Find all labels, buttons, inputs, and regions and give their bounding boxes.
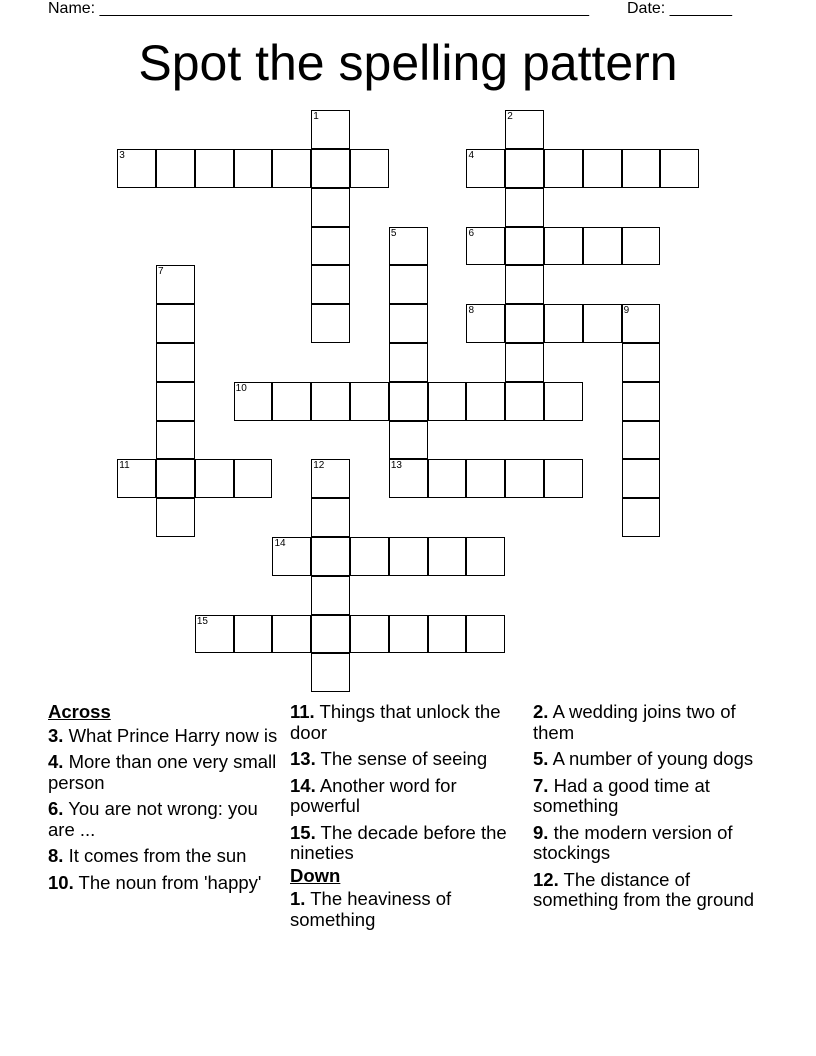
- grid-cell[interactable]: [544, 227, 583, 266]
- grid-cell[interactable]: [466, 149, 505, 188]
- grid-cell[interactable]: [583, 227, 622, 266]
- grid-cell[interactable]: [195, 615, 234, 654]
- clue-text: It comes from the sun: [68, 845, 247, 866]
- cell-number: 2: [507, 111, 513, 123]
- grid-cell[interactable]: [622, 421, 661, 460]
- clue-number: 14.: [290, 774, 316, 796]
- grid-cell[interactable]: [622, 304, 661, 343]
- grid-cell[interactable]: [195, 149, 234, 188]
- clue-text: The decade before the nineties: [290, 821, 507, 863]
- grid-cell[interactable]: [389, 382, 428, 421]
- clue-number: 4.: [48, 751, 64, 772]
- grid-cell[interactable]: [272, 537, 311, 576]
- grid-cell[interactable]: [311, 459, 350, 498]
- grid-cell[interactable]: [311, 498, 350, 537]
- grid-cell[interactable]: [156, 304, 195, 343]
- clue-across-3: [48, 726, 283, 747]
- grid-cell[interactable]: [311, 537, 350, 576]
- grid-cell[interactable]: [156, 382, 195, 421]
- grid-cell[interactable]: [389, 265, 428, 304]
- grid-cell[interactable]: [311, 110, 350, 149]
- clue-number: 2.: [533, 701, 549, 722]
- grid-cell[interactable]: [505, 227, 544, 266]
- cell-number: 8: [468, 305, 474, 317]
- clue-number: 5.: [533, 748, 549, 769]
- grid-cell[interactable]: [660, 149, 699, 188]
- grid-cell[interactable]: [505, 459, 544, 498]
- cell-number: 6: [468, 227, 474, 239]
- grid-cell[interactable]: [195, 459, 234, 498]
- grid-cell[interactable]: [350, 615, 389, 654]
- grid-cell[interactable]: [583, 149, 622, 188]
- cell-number: 12: [313, 460, 325, 472]
- grid-cell[interactable]: [156, 265, 195, 304]
- clue-number: 12.: [533, 868, 559, 890]
- grid-cell[interactable]: [156, 149, 195, 188]
- cell-number: 11: [119, 460, 130, 472]
- clue-text: What Prince Harry now is: [68, 724, 278, 746]
- clue-text: the modern version of stockings: [533, 821, 733, 863]
- clue-number: 3.: [48, 724, 64, 746]
- cell-number: 4: [468, 150, 474, 162]
- clue-number: 11.: [290, 701, 315, 722]
- clue-text: More than one very small person: [48, 751, 277, 793]
- grid-cell[interactable]: [156, 421, 195, 460]
- grid-cell[interactable]: [544, 459, 583, 498]
- down-heading: Down: [290, 864, 341, 886]
- clue-across-6: [48, 799, 283, 840]
- grid-cell[interactable]: [272, 615, 311, 654]
- cell-number: 5: [390, 227, 397, 239]
- grid-cell[interactable]: [156, 459, 195, 498]
- grid-cell[interactable]: [311, 227, 350, 266]
- cell-number: 9: [623, 305, 630, 317]
- grid-cell[interactable]: [622, 459, 661, 498]
- grid-cell[interactable]: [389, 615, 428, 654]
- clue-across-10: [48, 873, 283, 894]
- clue-down-9: [533, 823, 768, 864]
- grid-cell[interactable]: [466, 227, 505, 266]
- clue-number: 10.: [48, 871, 74, 893]
- across-heading: Across: [48, 701, 111, 722]
- grid-cell[interactable]: [583, 304, 622, 343]
- date-field-line: Date: _______: [627, 0, 732, 17]
- clue-text: Things that unlock the door: [290, 701, 501, 743]
- grid-cell[interactable]: [622, 227, 661, 266]
- grid-cell[interactable]: [156, 498, 195, 537]
- clue-number: 15.: [290, 821, 316, 843]
- clues-column-2: [290, 702, 525, 936]
- clue-across-4: [48, 752, 283, 793]
- clues-column-3: [533, 702, 768, 917]
- grid-cell[interactable]: [389, 537, 428, 576]
- grid-cell[interactable]: [311, 615, 350, 654]
- grid-cell[interactable]: [311, 304, 350, 343]
- grid-cell[interactable]: [311, 382, 350, 421]
- grid-cell[interactable]: [117, 459, 156, 498]
- grid-cell[interactable]: [234, 382, 273, 421]
- clue-down-5: [533, 749, 768, 770]
- grid-cell[interactable]: [622, 382, 661, 421]
- grid-cell[interactable]: [428, 615, 467, 654]
- grid-cell[interactable]: [311, 653, 350, 692]
- clue-across-8: [48, 846, 283, 867]
- grid-cell[interactable]: [234, 615, 273, 654]
- grid-cell[interactable]: [350, 537, 389, 576]
- grid-cell[interactable]: [544, 382, 583, 421]
- clue-number: 9.: [533, 821, 549, 843]
- cell-number: 3: [119, 150, 125, 162]
- grid-cell[interactable]: [466, 459, 505, 498]
- grid-cell[interactable]: [544, 304, 583, 343]
- clue-text: A number of young dogs: [552, 748, 754, 769]
- grid-cell[interactable]: [622, 498, 661, 537]
- grid-cell[interactable]: [234, 459, 273, 498]
- clue-text: You are not wrong: you are ...: [48, 798, 258, 840]
- clue-text: Had a good time at something: [533, 774, 710, 816]
- grid-cell[interactable]: [505, 265, 544, 304]
- grid-cell[interactable]: [311, 149, 350, 188]
- grid-cell[interactable]: [622, 149, 661, 188]
- grid-cell[interactable]: [234, 149, 273, 188]
- grid-cell[interactable]: [272, 149, 311, 188]
- grid-cell[interactable]: [272, 382, 311, 421]
- grid-cell[interactable]: [505, 110, 544, 149]
- cell-number: 13: [390, 460, 402, 472]
- clue-text: The distance of something from the ground: [533, 868, 755, 910]
- grid-cell[interactable]: [389, 343, 428, 382]
- clue-number: 6.: [48, 798, 64, 819]
- grid-cell[interactable]: [505, 304, 544, 343]
- cell-number: 7: [158, 266, 164, 278]
- grid-cell[interactable]: [505, 149, 544, 188]
- clue-text: The heaviness of something: [290, 888, 452, 930]
- page-title: Spot the spelling pattern: [138, 35, 678, 91]
- clue-down-1: [290, 889, 525, 930]
- clue-number: 8.: [48, 845, 64, 866]
- grid-cell[interactable]: [466, 304, 505, 343]
- clue-text: Another word for powerful: [290, 774, 457, 816]
- clue-text: The noun from 'happy': [78, 871, 262, 893]
- cell-number: 1: [313, 111, 319, 123]
- clue-across-13: [290, 749, 525, 770]
- clue-text: The sense of seeing: [320, 748, 488, 769]
- grid-cell[interactable]: [311, 188, 350, 227]
- cell-number: 14: [274, 538, 286, 550]
- clue-across-14: [290, 776, 525, 817]
- cell-number: 10: [235, 382, 247, 394]
- clue-down-7: [533, 776, 768, 817]
- clue-number: 13.: [290, 748, 316, 769]
- grid-cell[interactable]: [505, 188, 544, 227]
- clue-down-12: [533, 870, 768, 911]
- grid-cell[interactable]: [505, 382, 544, 421]
- grid-cell[interactable]: [428, 537, 467, 576]
- clue-text: A wedding joins two of them: [533, 701, 736, 743]
- clues-column-1: [48, 702, 283, 899]
- grid-cell[interactable]: [428, 459, 467, 498]
- name-field-line: Name: _______________________________________________________: [48, 0, 589, 17]
- grid-cell[interactable]: [622, 343, 661, 382]
- grid-cell[interactable]: [156, 343, 195, 382]
- grid-cell[interactable]: [311, 576, 350, 615]
- grid-cell[interactable]: [117, 149, 156, 188]
- grid-cell[interactable]: [505, 343, 544, 382]
- clue-number: 7.: [533, 774, 549, 796]
- grid-cell[interactable]: [466, 537, 505, 576]
- grid-cell[interactable]: [466, 615, 505, 654]
- grid-cell[interactable]: [350, 149, 389, 188]
- grid-cell[interactable]: [350, 382, 389, 421]
- grid-cell[interactable]: [389, 227, 428, 266]
- grid-cell[interactable]: [389, 459, 428, 498]
- clue-number: 1.: [290, 888, 306, 909]
- grid-cell[interactable]: [311, 265, 350, 304]
- grid-cell[interactable]: [389, 421, 428, 460]
- clue-across-15: [290, 823, 525, 864]
- clue-down-2: [533, 702, 768, 743]
- grid-cell[interactable]: [544, 149, 583, 188]
- cell-number: 15: [196, 615, 208, 627]
- grid-cell[interactable]: [428, 382, 467, 421]
- grid-cell[interactable]: [466, 382, 505, 421]
- grid-cell[interactable]: [389, 304, 428, 343]
- clue-across-11: [290, 702, 525, 743]
